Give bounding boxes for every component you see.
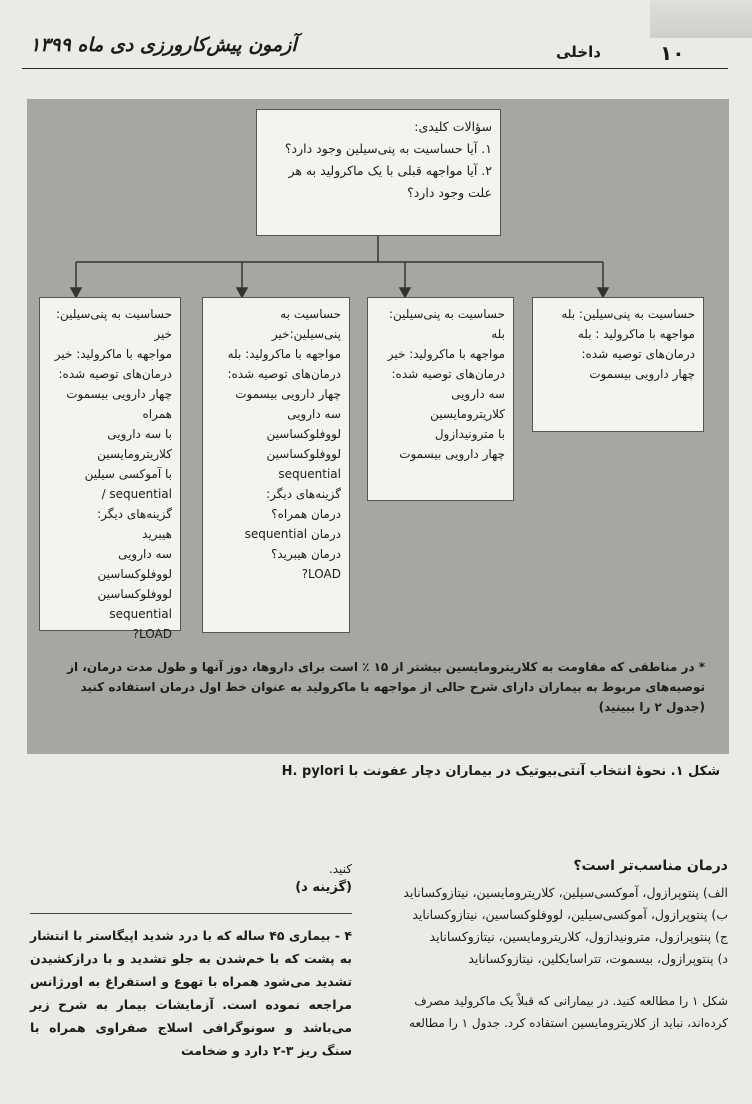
figure-footnote: * در مناطقی که مقاومت به کلاریترومایسین بیشتر از ۱۵ ٪ است برای داروها، دوز آنها و طول مدت درمان، از توصیه‌های مربوط به بیماران دارای شرح حالی از مواجهه با ماکرولید به عنوان خط اول درمان استفاده کنید (جدول ۲ را ببینید) <box>67 660 705 714</box>
page-number: ۱۰ <box>660 41 685 65</box>
left-column <box>30 858 352 1058</box>
question-4-text: ۴ - بیماری ۴۵ ساله که با درد شدید اپیگاستر با انتشار به پشت که با خم‌شدن به جلو تشدید و با درازکشیدن تشدید می‌شود همراه با تهوع و استفراغ به اورژانس مراجعه نموده است. آزمایشات بیمار به شرح زیر می‌باشد و سونوگرافی اسلاج صفراوی همراه با سنگ ریز ۳-۲ دارد و ضخامت <box>30 928 352 1058</box>
branch-box-3: حساسیت به پنی‌سیلین:خیر مواجهه با ماکرولید: بله درمان‌های توصیه شده: چهار دارویی بیسموت سه دارویی لووفلوکساسین لووفلوکساسین sequential گزینه‌های دیگر: درمان همراه؟ درمان sequential درمان هیبرید؟ LOAD? <box>202 297 350 633</box>
branch-box-1: حساسیت به پنی‌سیلین: بله مواجهه با ماکرولید : بله درمان‌های توصیه شده: چهار دارویی بیسموت <box>532 297 704 432</box>
option-b: ب) پنتوپرازول، آموکسی‌سیلین، لووفلوکساسین، نیتازوکساناید <box>412 907 728 922</box>
continuation-text: کنید. <box>328 862 352 876</box>
answer-label: (گزینه د) <box>295 880 352 895</box>
page-header <box>0 0 752 80</box>
option-a: الف) پنتوپرازول، آموکسی‌سیلین، کلاریترومایسین، نیتازوکساناید <box>403 885 728 900</box>
section-name: داخلی <box>556 43 601 61</box>
header-stripe <box>650 0 752 38</box>
branch-box-4: حساسیت به پنی‌سیلین: خیر مواجهه با ماکرولید: خیر درمان‌های توصیه شده: چهار دارویی بیسموت همراه با سه دارویی کلاریترومایسین با آموکسی سیلین sequential / گزینه‌های دیگر: هیبرید سه دارویی لووفلوکساسین لووفلوکساسین sequential LOAD? <box>39 297 181 631</box>
exam-title: آزمون پیش‌کارورزی دی ماه ۱۳۹۹ <box>30 34 297 56</box>
figure-caption: شکل ۱. نحوهٔ انتخاب آنتی‌بیوتیک در بیماران دچار عفونت با H. pylori <box>281 764 720 779</box>
question-divider <box>30 913 352 914</box>
key-questions-box: سؤالات کلیدی: ۱. آیا حساسیت به پنی‌سیلین وجود دارد؟ ۲. آیا مواجهه قبلی با یک ماکرولید به هر علت وجود دارد؟ <box>256 109 501 236</box>
option-c: ج) پنتوپرازول، مترونیدازول، کلاریترومایسین، نیتازوکساناید <box>429 929 728 944</box>
branch-box-2: حساسیت به پنی‌سیلین: بله مواجهه با ماکرولید: خیر درمان‌های توصیه شده: سه دارویی کلاریترومایسین با مترونیدازول چهار دارویی بیسموت <box>367 297 514 501</box>
explanation-text: شکل ۱ را مطالعه کنید. در بیمارانی که قبلاً یک ماکرولید مصرف کرده‌اند، نباید از کلاریترومایسین استفاده کرد. جدول ۱ را مطالعه <box>409 994 728 1030</box>
question-title: درمان مناسب‌تر است؟ <box>573 858 728 874</box>
answer-options <box>376 882 728 970</box>
flowchart-figure <box>27 99 729 754</box>
option-d: د) پنتوپرازول، بیسموت، تتراسایکلین، نیتازوکساناید <box>468 951 728 966</box>
header-rule <box>22 68 728 69</box>
